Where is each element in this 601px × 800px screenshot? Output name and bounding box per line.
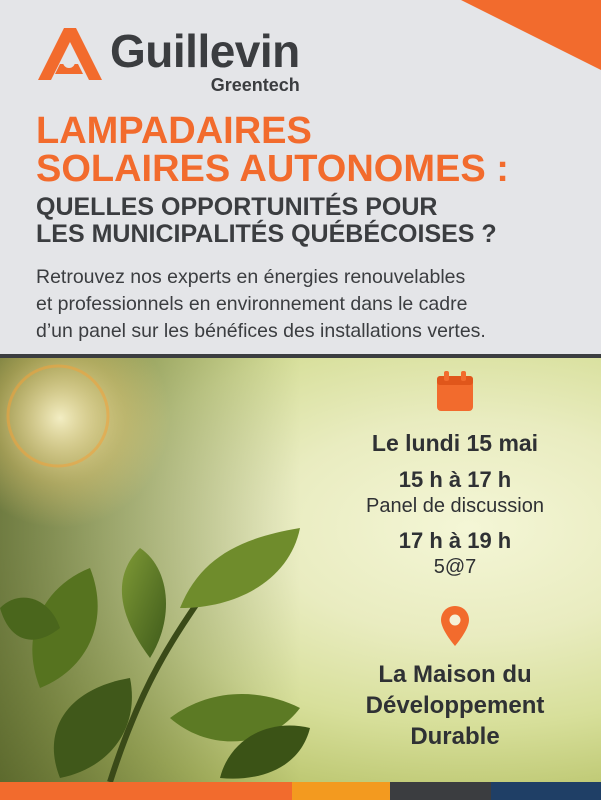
headline-line-2: SOLAIRES AUTONOMES : <box>36 148 509 190</box>
event-date: Le lundi 15 mai <box>371 430 539 456</box>
intro-line-2: et professionnels en environnement dans le cadre <box>36 293 468 315</box>
slot-2-description: 5@7 <box>433 556 477 578</box>
slot-2-time: 17 h à 19 h <box>398 528 512 553</box>
color-bar-gray <box>390 782 491 800</box>
calendar-icon <box>436 370 474 412</box>
venue-line-1: La Maison du <box>378 661 532 688</box>
slot-1-description: Panel de discussion <box>366 495 544 517</box>
brand-subtitle: Greentech <box>210 75 300 95</box>
color-bar-amber <box>292 782 390 800</box>
color-bar-navy <box>491 782 601 800</box>
color-bar <box>0 782 601 800</box>
headline-line-1: LAMPADAIRES <box>36 110 312 152</box>
event-details <box>320 370 590 752</box>
brand-name: Guillevin <box>110 25 300 77</box>
subheadline-line-2: LES MUNICIPALITÉS QUÉBÉCOISES ? <box>36 220 497 248</box>
intro-line-3: d’un panel sur les bénéfices des installations vertes. <box>36 320 486 342</box>
header-section <box>0 0 601 354</box>
intro-line-1: Retrouvez nos experts en énergies renouvelables <box>36 266 466 288</box>
corner-accent <box>461 0 601 70</box>
intro-text <box>36 264 576 345</box>
venue-line-2: Développement <box>365 692 545 719</box>
guillevin-logo-mark <box>34 24 104 84</box>
slot-1-time: 15 h à 17 h <box>398 467 512 492</box>
venue-name <box>320 659 590 752</box>
brand-logo <box>34 24 300 94</box>
map-pin-icon <box>440 605 470 647</box>
subheadline-line-1: QUELLES OPPORTUNITÉS POUR <box>36 193 438 221</box>
headline <box>36 112 576 248</box>
color-bar-orange <box>0 782 292 800</box>
venue-line-3: Durable <box>410 723 500 750</box>
